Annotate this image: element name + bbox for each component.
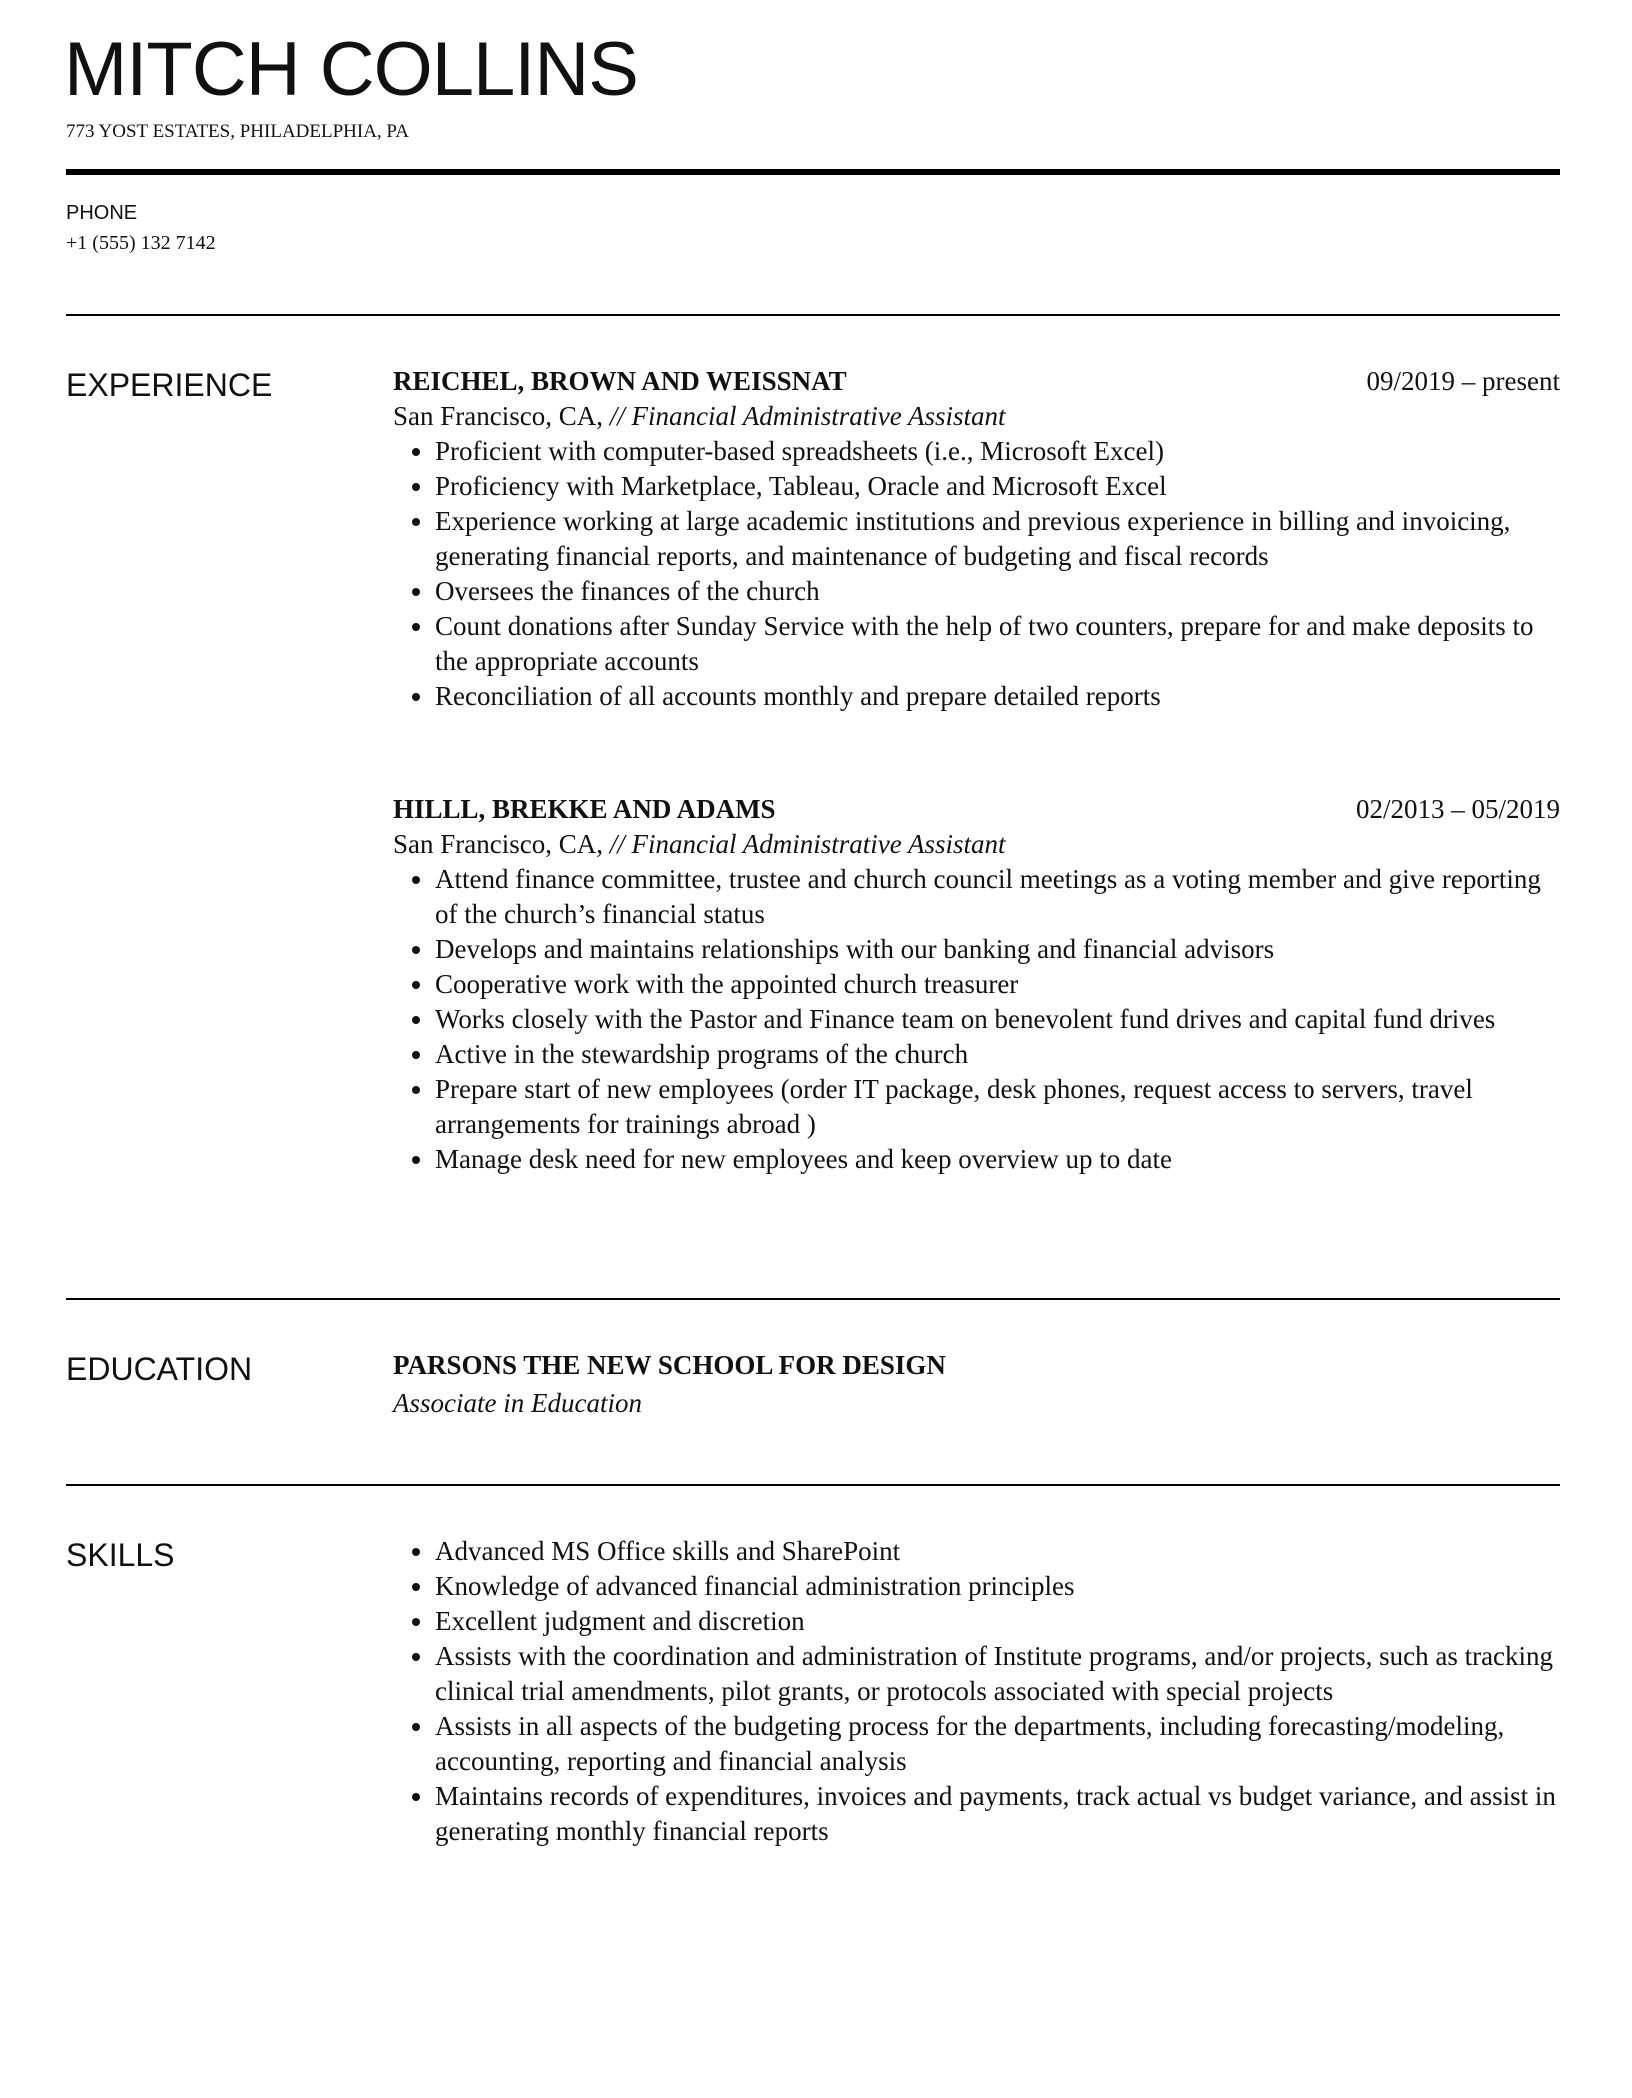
job-role: Financial Administrative Assistant [631,829,1006,859]
address: 773 YOST ESTATES, PHILADELPHIA, PA [66,121,409,142]
job-entry: HILLL, BREKKE AND ADAMS 02/2013 – 05/2019 San Francisco, CA, // Financial Administrative Assistant • Attend finance committee, trustee and church council meetings as a voting member and give reporting of the church’s financial status • Develops and maintains relationships with our banking and financial advisors • Cooperative work with the appointed church treasurer • Works closely with the Pastor and Finance team on benevolent fund drives and capital fund drives • Active in the stewardship programs of the church • Prepare start of new employees (order IT package, desk phones, request access to servers, travel arrangements for trainings abroad ) • Manage desk need for new employees and keep overview up to date [393,792,1560,1177]
list-item: • Experience working at large academic institutions and previous experience in billing and invoicing, generating financial reports, and maintenance of budgeting and fiscal records [435,504,1560,574]
list-item: • Excellent judgment and discretion [435,1604,1560,1639]
list-item: • Develops and maintains relationships with our banking and financial advisors [435,932,1560,967]
section-divider [66,1484,1560,1486]
separator: // [609,829,625,859]
job-dates: 09/2019 – present [1366,366,1560,396]
list-item: • Count donations after Sunday Service with the help of two counters, prepare for and make deposits to the appropriate accounts [435,609,1560,679]
job-location: San Francisco, CA [393,401,597,431]
list-item: • Active in the stewardship programs of the church [435,1037,1560,1072]
job-location: San Francisco, CA [393,829,597,859]
degree: Associate in Education [393,1388,642,1418]
job-bullets [393,862,1560,1177]
experience-title: EXPERIENCE [66,367,273,403]
job-dates: 02/2013 – 05/2019 [1355,794,1560,824]
candidate-name: MITCH COLLINS [64,27,638,112]
list-item: • Manage desk need for new employees and keep overview up to date [435,1142,1560,1177]
education-entry [393,1348,1560,1421]
skills-title: SKILLS [66,1537,175,1573]
job-entry: REICHEL, BROWN AND WEISSNAT 09/2019 – present San Francisco, CA, // Financial Administrative Assistant • Proficient with computer-based spreadsheets (i.e., Microsoft Excel) • Proficiency with Marketplace, Tableau, Oracle and Microsoft Excel • Experience working at large academic institutions and previous experience in billing and invoicing, generating financial reports, and maintenance of budgeting and fiscal records • Oversees the finances of the church • Count donations after Sunday Service with the help of two counters, prepare for and make deposits to the appropriate accounts • Reconciliation of all accounts monthly and prepare detailed reports [393,364,1560,714]
list-item: • Proficiency with Marketplace, Tableau, Oracle and Microsoft Excel [435,469,1560,504]
list-item: • Proficient with computer-based spreadsheets (i.e., Microsoft Excel) [435,434,1560,469]
list-item: • Assists with the coordination and administration of Institute programs, and/or projects, such as tracking clinical trial amendments, pilot grants, or protocols associated with special projects [435,1639,1560,1709]
phone-value: +1 (555) 132 7142 [66,232,216,254]
company-name: REICHEL, BROWN AND WEISSNAT [393,366,847,396]
list-item: • Oversees the finances of the church [435,574,1560,609]
list-item: • Reconciliation of all accounts monthly and prepare detailed reports [435,679,1560,714]
job-bullets [393,434,1560,714]
list-item: • Knowledge of advanced financial administration principles [435,1569,1560,1604]
section-divider [66,1298,1560,1300]
list-item: • Works closely with the Pastor and Finance team on benevolent fund drives and capital fund drives [435,1002,1560,1037]
skills-list [393,1534,1560,1849]
list-item: • Cooperative work with the appointed church treasurer [435,967,1560,1002]
skills-entry [393,1534,1560,1849]
job-role: Financial Administrative Assistant [631,401,1006,431]
list-item: • Advanced MS Office skills and SharePoint [435,1534,1560,1569]
school-name: PARSONS THE NEW SCHOOL FOR DESIGN [393,1350,946,1380]
list-item: • Prepare start of new employees (order IT package, desk phones, request access to servers, travel arrangements for trainings abroad ) [435,1072,1560,1142]
education-title: EDUCATION [66,1351,253,1387]
company-name: HILLL, BREKKE AND ADAMS [393,794,776,824]
section-divider [66,314,1560,316]
list-item: • Assists in all aspects of the budgeting process for the departments, including forecasting/modeling, accounting, reporting and financial analysis [435,1709,1560,1779]
list-item: • Attend finance committee, trustee and church council meetings as a voting member and give reporting of the church’s financial status [435,862,1560,932]
list-item: • Maintains records of expenditures, invoices and payments, track actual vs budget variance, and assist in generating monthly financial reports [435,1779,1560,1849]
header-divider [66,169,1560,175]
separator: // [609,401,625,431]
phone-label: PHONE [66,202,138,224]
